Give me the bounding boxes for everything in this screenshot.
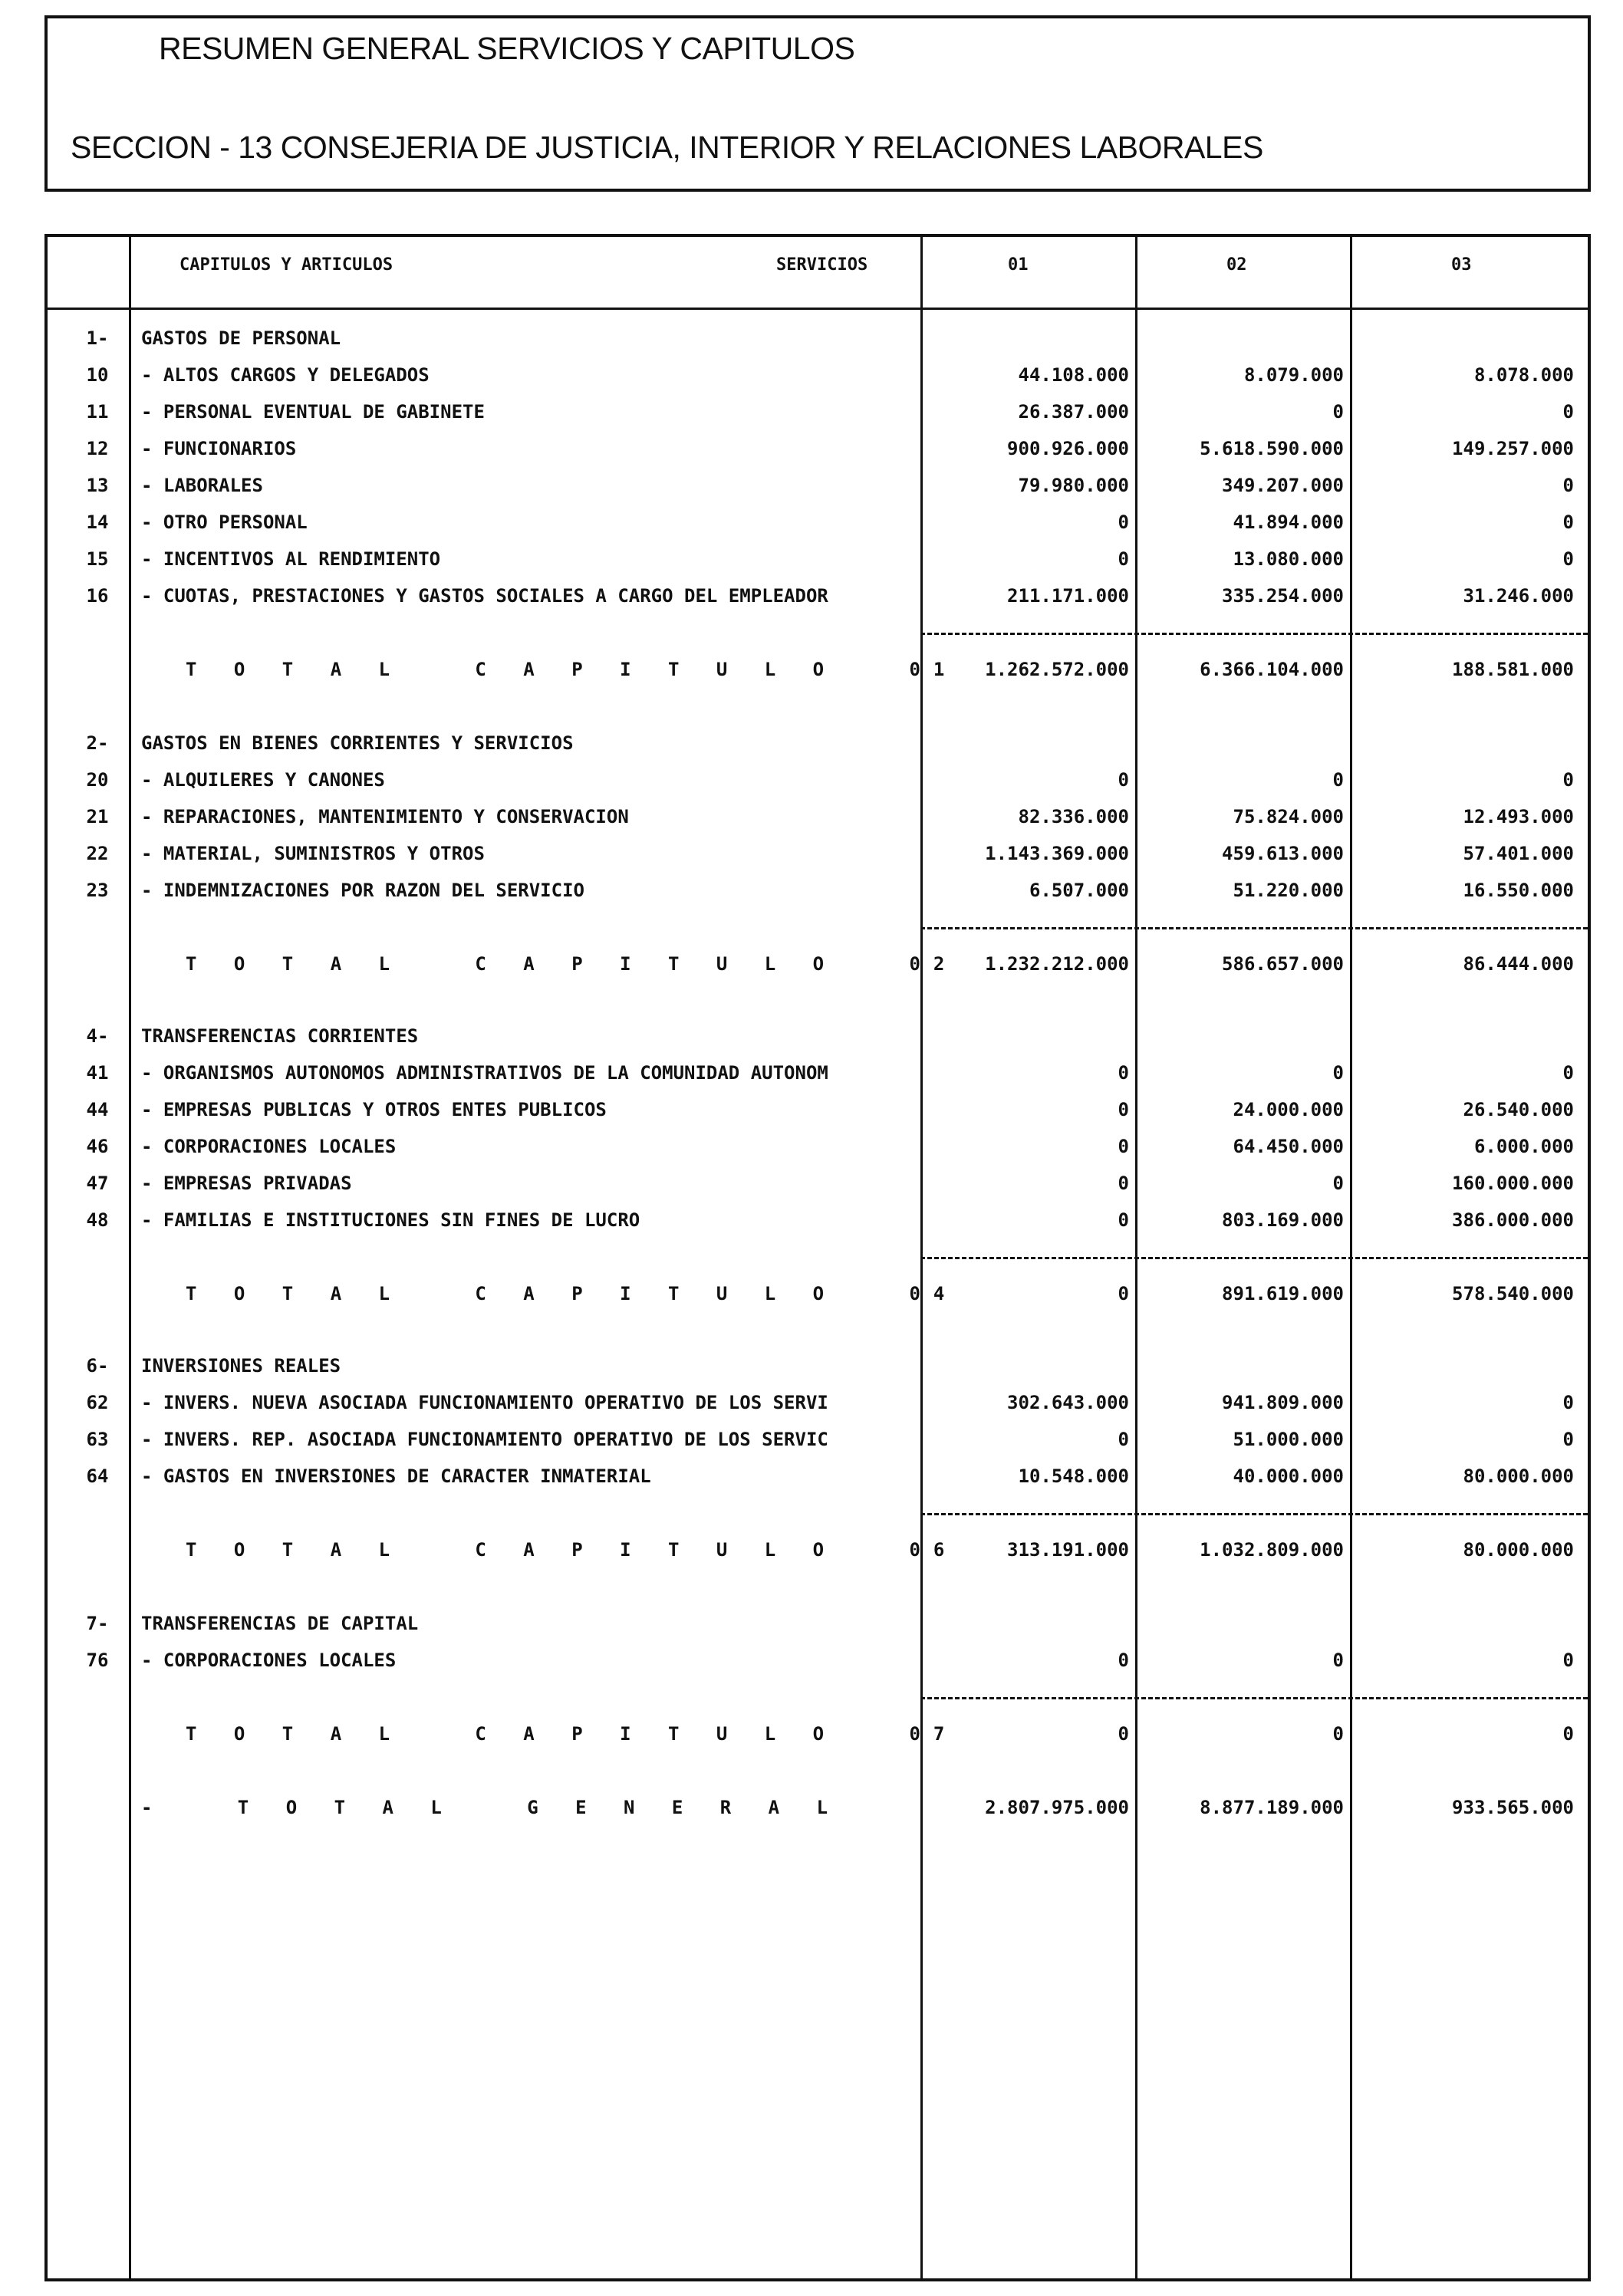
value-03: 31.246.000 [1463,585,1574,607]
row-code: 4- [86,1025,109,1047]
row-description: - FAMILIAS E INSTITUCIONES SIN FINES DE LUCRO [141,1209,640,1231]
value-01: 1.262.572.000 [985,659,1129,680]
budget-table [44,234,1591,2281]
value-01: 1.232.212.000 [985,953,1129,975]
value-03: 386.000.000 [1452,1209,1574,1231]
value-03: 0 [1562,1062,1574,1084]
table-row [48,542,1588,573]
row-code: 47 [86,1173,109,1194]
value-01: 0 [1118,1283,1129,1304]
table-row [48,837,1588,867]
table-row [48,1093,1588,1123]
value-01: 2.807.975.000 [985,1797,1129,1818]
table-row [48,1019,1588,1050]
total-label: T O T A L C A P I T U L O 06 [186,1539,958,1561]
row-code: 41 [86,1062,109,1084]
value-03: 188.581.000 [1452,659,1574,680]
report-header [44,15,1591,192]
row-description: TRANSFERENCIAS CORRIENTES [141,1025,419,1047]
value-02: 13.080.000 [1233,548,1344,570]
row-description: INVERSIONES REALES [141,1355,341,1377]
value-02: 40.000.000 [1233,1465,1344,1487]
value-01: 0 [1118,512,1129,533]
value-01: 0 [1118,1209,1129,1231]
header-servicios: SERVICIOS [776,255,868,275]
total-label: T O T A L C A P I T U L O 04 [186,1283,958,1304]
report-title: RESUMEN GENERAL SERVICIOS Y CAPITULOS [159,31,855,66]
header-col-02: 02 [1226,255,1247,275]
value-03: 6.000.000 [1473,1136,1574,1157]
value-02: 349.207.000 [1222,475,1344,496]
table-row [48,1130,1588,1160]
value-03: 0 [1562,1650,1574,1671]
value-02: 1.032.809.000 [1200,1539,1344,1561]
subtotal-rule [920,1513,1588,1515]
row-code: 13 [86,475,109,496]
row-description: - INVERS. REP. ASOCIADA FUNCIONAMIENTO OPERATIVO DE LOS SERVIC [141,1429,828,1450]
value-02: 0 [1332,769,1344,791]
header-col-03: 03 [1451,255,1472,275]
value-01: 0 [1118,1136,1129,1157]
row-code: 16 [86,585,109,607]
table-row [48,1607,1588,1637]
value-03: 933.565.000 [1452,1797,1574,1818]
value-03: 80.000.000 [1463,1539,1574,1561]
total-row [48,1277,1588,1308]
value-02: 24.000.000 [1233,1099,1344,1120]
value-02: 0 [1332,1173,1344,1194]
value-02: 0 [1332,1723,1344,1745]
row-code: 63 [86,1429,109,1450]
table-row [48,726,1588,757]
value-02: 8.877.189.000 [1200,1797,1344,1818]
total-row [48,653,1588,683]
value-01: 0 [1118,1723,1129,1745]
row-code: 62 [86,1392,109,1413]
total-label: T O T A L C A P I T U L O 07 [186,1723,958,1745]
value-03: 0 [1562,512,1574,533]
row-code: 21 [86,806,109,827]
table-row [48,395,1588,426]
value-01: 0 [1118,1062,1129,1084]
value-02: 459.613.000 [1222,843,1344,864]
table-row [48,1203,1588,1234]
row-code: 12 [86,438,109,459]
row-description: - PERSONAL EVENTUAL DE GABINETE [141,401,485,423]
row-description: - EMPRESAS PUBLICAS Y OTROS ENTES PUBLICOS [141,1099,607,1120]
subtotal-rule [920,1257,1588,1259]
value-02: 51.220.000 [1233,880,1344,901]
row-code: 64 [86,1465,109,1487]
value-03: 12.493.000 [1463,806,1574,827]
value-02: 941.809.000 [1222,1392,1344,1413]
row-description: - CORPORACIONES LOCALES [141,1136,397,1157]
table-row [48,358,1588,389]
row-code: 7- [86,1613,109,1634]
row-code: 76 [86,1650,109,1671]
value-01: 82.336.000 [1018,806,1129,827]
table-row [48,1423,1588,1453]
value-02: 8.079.000 [1243,364,1344,386]
value-03: 160.000.000 [1452,1173,1574,1194]
row-code: 15 [86,548,109,570]
value-01: 10.548.000 [1018,1465,1129,1487]
row-code: 20 [86,769,109,791]
row-description: - GASTOS EN INVERSIONES DE CARACTER INMATERIAL [141,1465,651,1487]
value-02: 335.254.000 [1222,585,1344,607]
section-title: SECCION - 13 CONSEJERIA DE JUSTICIA, INTERIOR Y RELACIONES LABORALES [71,130,1263,165]
table-row [48,579,1588,610]
row-description: - OTRO PERSONAL [141,512,308,533]
grand-total-label: - T O T A L G E N E R A L [141,1797,841,1818]
grand-total-row [48,1791,1588,1821]
value-02: 51.000.000 [1233,1429,1344,1450]
value-01: 0 [1118,1173,1129,1194]
row-code: 2- [86,732,109,754]
row-description: - INDEMNIZACIONES POR RAZON DEL SERVICIO [141,880,584,901]
value-03: 578.540.000 [1452,1283,1574,1304]
row-description: - ALTOS CARGOS Y DELEGADOS [141,364,430,386]
total-label: T O T A L C A P I T U L O 01 [186,659,958,680]
header-capitulos: CAPITULOS Y ARTICULOS [179,255,393,275]
row-code: 11 [86,401,109,423]
row-description: GASTOS DE PERSONAL [141,327,341,349]
row-description: - CORPORACIONES LOCALES [141,1650,397,1671]
table-row [48,321,1588,352]
value-02: 75.824.000 [1233,806,1344,827]
value-02: 586.657.000 [1222,953,1344,975]
header-rule [48,308,1588,310]
row-code: 22 [86,843,109,864]
total-row [48,947,1588,978]
value-01: 79.980.000 [1018,475,1129,496]
table-row [48,469,1588,499]
value-01: 0 [1118,1099,1129,1120]
value-01: 26.387.000 [1018,401,1129,423]
row-description: - MATERIAL, SUMINISTROS Y OTROS [141,843,485,864]
value-03: 0 [1562,401,1574,423]
table-row [48,1459,1588,1490]
subtotal-rule [920,927,1588,929]
value-03: 0 [1562,1429,1574,1450]
value-01: 900.926.000 [1007,438,1129,459]
value-02: 891.619.000 [1222,1283,1344,1304]
value-02: 64.450.000 [1233,1136,1344,1157]
value-03: 80.000.000 [1463,1465,1574,1487]
table-row [48,800,1588,831]
row-code: 23 [86,880,109,901]
value-03: 0 [1562,1723,1574,1745]
total-row [48,1533,1588,1564]
value-03: 149.257.000 [1452,438,1574,459]
subtotal-rule [920,1697,1588,1699]
row-description: - INVERS. NUEVA ASOCIADA FUNCIONAMIENTO OPERATIVO DE LOS SERVI [141,1392,828,1413]
table-row [48,873,1588,904]
row-description: - ORGANISMOS AUTONOMOS ADMINISTRATIVOS DE LA COMUNIDAD AUTONOM [141,1062,828,1084]
row-description: GASTOS EN BIENES CORRIENTES Y SERVICIOS [141,732,574,754]
value-02: 0 [1332,1062,1344,1084]
value-03: 26.540.000 [1463,1099,1574,1120]
row-description: - CUOTAS, PRESTACIONES Y GASTOS SOCIALES A CARGO DEL EMPLEADOR [141,585,828,607]
value-02: 5.618.590.000 [1200,438,1344,459]
value-03: 57.401.000 [1463,843,1574,864]
value-01: 0 [1118,548,1129,570]
value-03: 0 [1562,475,1574,496]
table-row [48,505,1588,536]
header-col-01: 01 [1008,255,1029,275]
value-02: 0 [1332,401,1344,423]
value-02: 803.169.000 [1222,1209,1344,1231]
value-01: 1.143.369.000 [985,843,1129,864]
value-01: 44.108.000 [1018,364,1129,386]
row-description: - FUNCIONARIOS [141,438,297,459]
value-03: 0 [1562,1392,1574,1413]
value-01: 0 [1118,769,1129,791]
row-code: 1- [86,327,109,349]
value-03: 0 [1562,769,1574,791]
table-row [48,432,1588,462]
row-description: - ALQUILERES Y CANONES [141,769,385,791]
row-code: 46 [86,1136,109,1157]
row-description: - EMPRESAS PRIVADAS [141,1173,352,1194]
value-01: 6.507.000 [1029,880,1129,901]
value-02: 41.894.000 [1233,512,1344,533]
subtotal-rule [920,633,1588,635]
value-01: 0 [1118,1650,1129,1671]
value-01: 211.171.000 [1007,585,1129,607]
value-01: 313.191.000 [1007,1539,1129,1561]
table-row [48,1349,1588,1380]
table-row [48,1643,1588,1674]
value-03: 86.444.000 [1463,953,1574,975]
row-code: 44 [86,1099,109,1120]
table-row [48,1056,1588,1087]
row-code: 48 [86,1209,109,1231]
row-code: 6- [86,1355,109,1377]
row-description: - INCENTIVOS AL RENDIMIENTO [141,548,441,570]
table-row [48,1166,1588,1197]
value-03: 16.550.000 [1463,880,1574,901]
total-label: T O T A L C A P I T U L O 02 [186,953,958,975]
total-row [48,1717,1588,1748]
row-description: TRANSFERENCIAS DE CAPITAL [141,1613,419,1634]
row-description: - LABORALES [141,475,263,496]
value-03: 0 [1562,548,1574,570]
value-02: 6.366.104.000 [1200,659,1344,680]
row-code: 14 [86,512,109,533]
value-01: 0 [1118,1429,1129,1450]
value-03: 8.078.000 [1473,364,1574,386]
table-row [48,1386,1588,1416]
value-01: 302.643.000 [1007,1392,1129,1413]
row-code: 10 [86,364,109,386]
table-row [48,763,1588,794]
row-description: - REPARACIONES, MANTENIMIENTO Y CONSERVACION [141,806,629,827]
value-02: 0 [1332,1650,1344,1671]
